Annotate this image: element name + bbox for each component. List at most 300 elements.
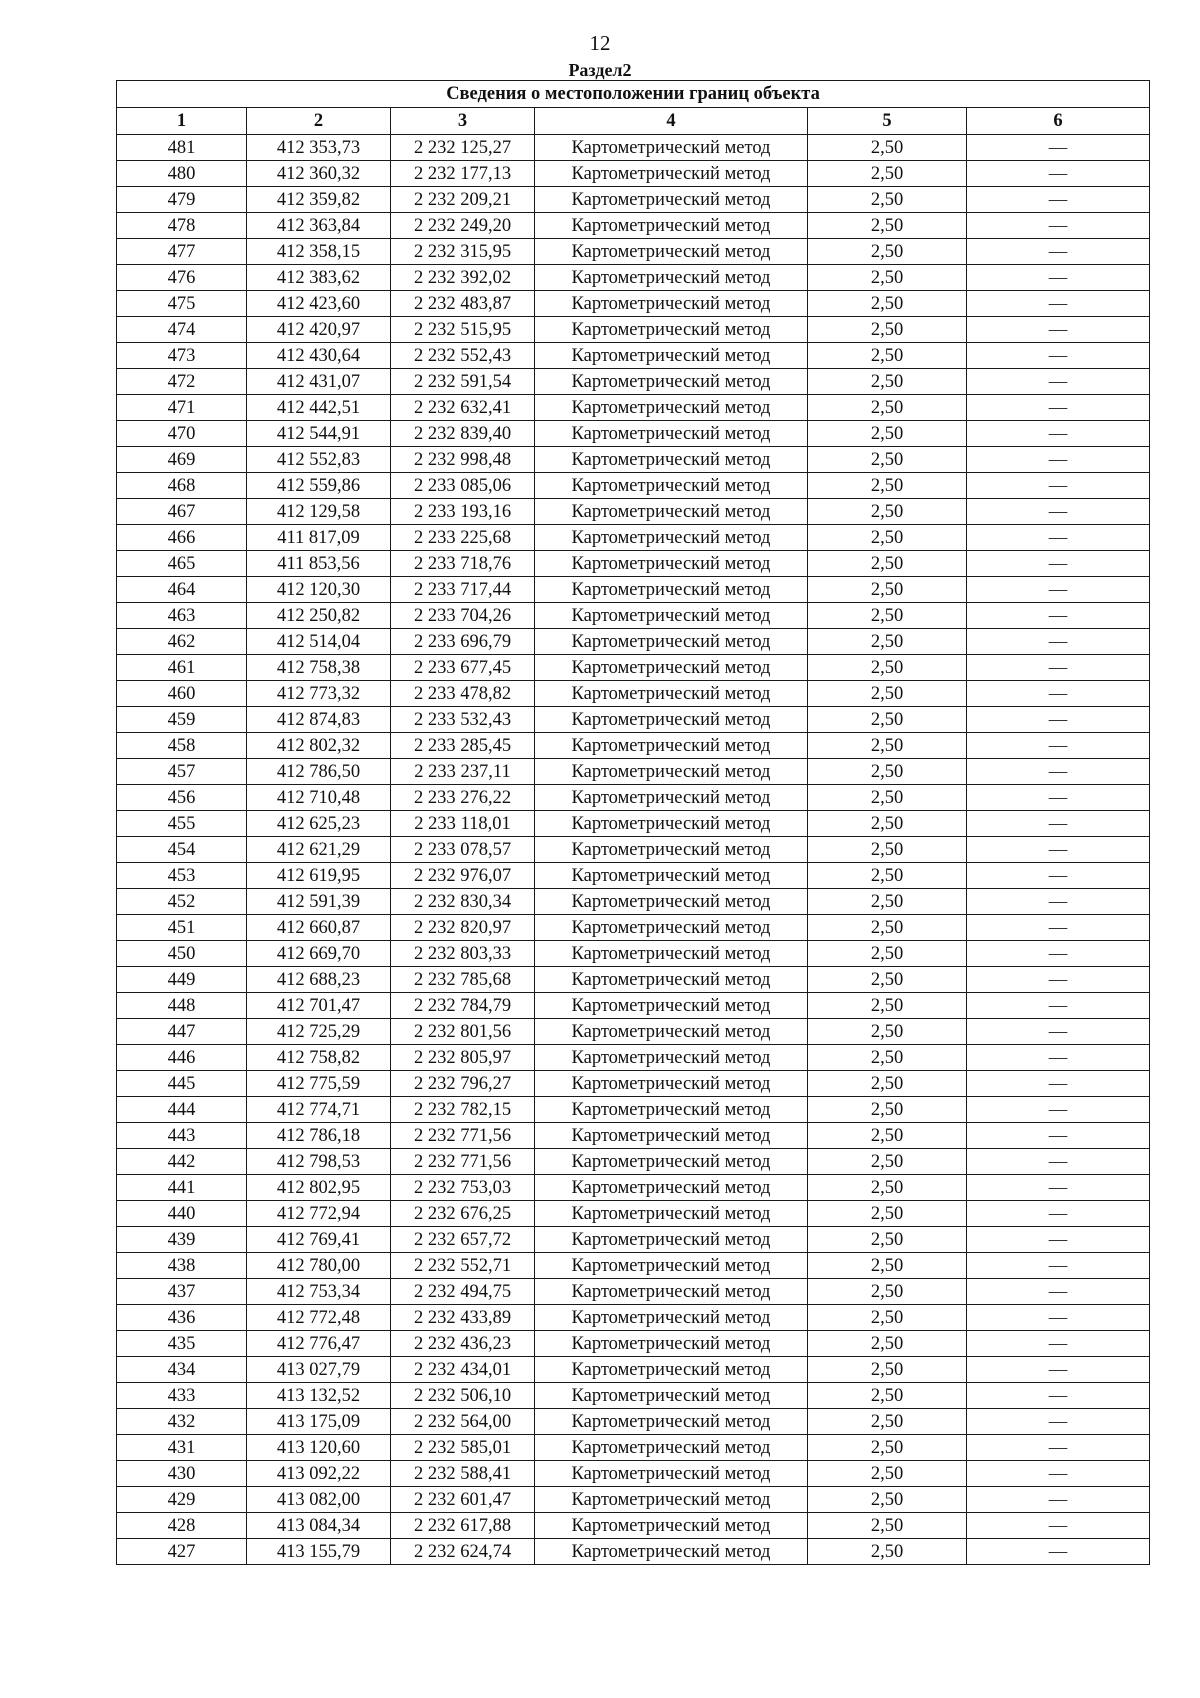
y-coordinate-cell: 2 232 209,21 xyxy=(391,187,535,213)
y-coordinate-cell: 2 233 078,57 xyxy=(391,837,535,863)
y-coordinate-cell: 2 232 177,13 xyxy=(391,161,535,187)
method-cell: Картометрический метод xyxy=(535,1123,808,1149)
x-coordinate-cell: 412 591,39 xyxy=(247,889,391,915)
point-number-cell: 462 xyxy=(117,629,247,655)
point-number-cell: 432 xyxy=(117,1409,247,1435)
method-cell: Картометрический метод xyxy=(535,1279,808,1305)
accuracy-cell: 2,50 xyxy=(808,1305,967,1331)
x-coordinate-cell: 412 758,38 xyxy=(247,655,391,681)
accuracy-cell: 2,50 xyxy=(808,1019,967,1045)
x-coordinate-cell: 412 383,62 xyxy=(247,265,391,291)
method-cell: Картометрический метод xyxy=(535,239,808,265)
method-cell: Картометрический метод xyxy=(535,213,808,239)
point-number-cell: 465 xyxy=(117,551,247,577)
y-coordinate-cell: 2 232 552,71 xyxy=(391,1253,535,1279)
point-number-cell: 481 xyxy=(117,135,247,161)
x-coordinate-cell: 412 772,48 xyxy=(247,1305,391,1331)
y-coordinate-cell: 2 233 696,79 xyxy=(391,629,535,655)
x-coordinate-cell: 412 625,23 xyxy=(247,811,391,837)
point-number-cell: 439 xyxy=(117,1227,247,1253)
accuracy-cell: 2,50 xyxy=(808,889,967,915)
method-cell: Картометрический метод xyxy=(535,811,808,837)
y-coordinate-cell: 2 232 624,74 xyxy=(391,1539,535,1565)
description-cell: — xyxy=(967,577,1150,603)
table-row xyxy=(117,395,1150,421)
point-number-cell: 461 xyxy=(117,655,247,681)
y-coordinate-cell: 2 232 617,88 xyxy=(391,1513,535,1539)
description-cell: — xyxy=(967,1097,1150,1123)
description-cell: — xyxy=(967,525,1150,551)
x-coordinate-cell: 413 132,52 xyxy=(247,1383,391,1409)
table-row xyxy=(117,1097,1150,1123)
description-cell: — xyxy=(967,161,1150,187)
point-number-cell: 458 xyxy=(117,733,247,759)
y-coordinate-cell: 2 232 494,75 xyxy=(391,1279,535,1305)
accuracy-cell: 2,50 xyxy=(808,1331,967,1357)
accuracy-cell: 2,50 xyxy=(808,1097,967,1123)
x-coordinate-cell: 413 082,00 xyxy=(247,1487,391,1513)
accuracy-cell: 2,50 xyxy=(808,629,967,655)
table-row xyxy=(117,291,1150,317)
description-cell: — xyxy=(967,655,1150,681)
description-cell: — xyxy=(967,1253,1150,1279)
x-coordinate-cell: 412 874,83 xyxy=(247,707,391,733)
description-cell: — xyxy=(967,1513,1150,1539)
method-cell: Картометрический метод xyxy=(535,629,808,655)
y-coordinate-cell: 2 232 676,25 xyxy=(391,1201,535,1227)
y-coordinate-cell: 2 232 506,10 xyxy=(391,1383,535,1409)
x-coordinate-cell: 411 817,09 xyxy=(247,525,391,551)
x-coordinate-cell: 412 552,83 xyxy=(247,447,391,473)
point-number-cell: 473 xyxy=(117,343,247,369)
method-cell: Картометрический метод xyxy=(535,1097,808,1123)
accuracy-cell: 2,50 xyxy=(808,577,967,603)
accuracy-cell: 2,50 xyxy=(808,811,967,837)
table-row xyxy=(117,941,1150,967)
description-cell: — xyxy=(967,915,1150,941)
method-cell: Картометрический метод xyxy=(535,421,808,447)
y-coordinate-cell: 2 232 433,89 xyxy=(391,1305,535,1331)
description-cell: — xyxy=(967,941,1150,967)
x-coordinate-cell: 412 798,53 xyxy=(247,1149,391,1175)
point-number-cell: 442 xyxy=(117,1149,247,1175)
method-cell: Картометрический метод xyxy=(535,265,808,291)
accuracy-cell: 2,50 xyxy=(808,967,967,993)
table-row xyxy=(117,1279,1150,1305)
description-cell: — xyxy=(967,551,1150,577)
table-row xyxy=(117,187,1150,213)
description-cell: — xyxy=(967,447,1150,473)
method-cell: Картометрический метод xyxy=(535,941,808,967)
table-row xyxy=(117,993,1150,1019)
description-cell: — xyxy=(967,1435,1150,1461)
x-coordinate-cell: 412 710,48 xyxy=(247,785,391,811)
point-number-cell: 446 xyxy=(117,1045,247,1071)
y-coordinate-cell: 2 232 588,41 xyxy=(391,1461,535,1487)
accuracy-cell: 2,50 xyxy=(808,759,967,785)
description-cell: — xyxy=(967,837,1150,863)
method-cell: Картометрический метод xyxy=(535,1409,808,1435)
accuracy-cell: 2,50 xyxy=(808,1123,967,1149)
method-cell: Картометрический метод xyxy=(535,395,808,421)
accuracy-cell: 2,50 xyxy=(808,1357,967,1383)
method-cell: Картометрический метод xyxy=(535,915,808,941)
x-coordinate-cell: 412 431,07 xyxy=(247,369,391,395)
description-cell: — xyxy=(967,1461,1150,1487)
method-cell: Картометрический метод xyxy=(535,525,808,551)
x-coordinate-cell: 412 353,73 xyxy=(247,135,391,161)
method-cell: Картометрический метод xyxy=(535,577,808,603)
x-coordinate-cell: 412 420,97 xyxy=(247,317,391,343)
accuracy-cell: 2,50 xyxy=(808,447,967,473)
y-coordinate-cell: 2 232 125,27 xyxy=(391,135,535,161)
point-number-cell: 476 xyxy=(117,265,247,291)
point-number-cell: 464 xyxy=(117,577,247,603)
y-coordinate-cell: 2 232 564,00 xyxy=(391,1409,535,1435)
accuracy-cell: 2,50 xyxy=(808,1279,967,1305)
point-number-cell: 478 xyxy=(117,213,247,239)
accuracy-cell: 2,50 xyxy=(808,1149,967,1175)
method-cell: Картометрический метод xyxy=(535,655,808,681)
accuracy-cell: 2,50 xyxy=(808,499,967,525)
method-cell: Картометрический метод xyxy=(535,1253,808,1279)
point-number-cell: 471 xyxy=(117,395,247,421)
method-cell: Картометрический метод xyxy=(535,1175,808,1201)
accuracy-cell: 2,50 xyxy=(808,733,967,759)
table-row xyxy=(117,447,1150,473)
x-coordinate-cell: 412 442,51 xyxy=(247,395,391,421)
x-coordinate-cell: 412 688,23 xyxy=(247,967,391,993)
description-cell: — xyxy=(967,967,1150,993)
y-coordinate-cell: 2 232 796,27 xyxy=(391,1071,535,1097)
method-cell: Картометрический метод xyxy=(535,1149,808,1175)
accuracy-cell: 2,50 xyxy=(808,473,967,499)
x-coordinate-cell: 413 175,09 xyxy=(247,1409,391,1435)
description-cell: — xyxy=(967,187,1150,213)
point-number-cell: 428 xyxy=(117,1513,247,1539)
description-cell: — xyxy=(967,473,1150,499)
description-cell: — xyxy=(967,1227,1150,1253)
column-header: 2 xyxy=(247,108,391,135)
table-row xyxy=(117,655,1150,681)
point-number-cell: 472 xyxy=(117,369,247,395)
accuracy-cell: 2,50 xyxy=(808,1409,967,1435)
table-row xyxy=(117,1123,1150,1149)
y-coordinate-cell: 2 232 784,79 xyxy=(391,993,535,1019)
description-cell: — xyxy=(967,889,1150,915)
accuracy-cell: 2,50 xyxy=(808,343,967,369)
table-row xyxy=(117,1175,1150,1201)
method-cell: Картометрический метод xyxy=(535,967,808,993)
method-cell: Картометрический метод xyxy=(535,551,808,577)
x-coordinate-cell: 411 853,56 xyxy=(247,551,391,577)
accuracy-cell: 2,50 xyxy=(808,1513,967,1539)
accuracy-cell: 2,50 xyxy=(808,421,967,447)
table-row xyxy=(117,1045,1150,1071)
description-cell: — xyxy=(967,1279,1150,1305)
y-coordinate-cell: 2 232 785,68 xyxy=(391,967,535,993)
point-number-cell: 445 xyxy=(117,1071,247,1097)
method-cell: Картометрический метод xyxy=(535,785,808,811)
description-cell: — xyxy=(967,785,1150,811)
accuracy-cell: 2,50 xyxy=(808,681,967,707)
point-number-cell: 479 xyxy=(117,187,247,213)
y-coordinate-cell: 2 233 285,45 xyxy=(391,733,535,759)
method-cell: Картометрический метод xyxy=(535,343,808,369)
point-number-cell: 427 xyxy=(117,1539,247,1565)
accuracy-cell: 2,50 xyxy=(808,1383,967,1409)
point-number-cell: 448 xyxy=(117,993,247,1019)
y-coordinate-cell: 2 233 225,68 xyxy=(391,525,535,551)
point-number-cell: 437 xyxy=(117,1279,247,1305)
description-cell: — xyxy=(967,369,1150,395)
x-coordinate-cell: 412 773,32 xyxy=(247,681,391,707)
table-row xyxy=(117,161,1150,187)
column-header: 5 xyxy=(808,108,967,135)
y-coordinate-cell: 2 232 998,48 xyxy=(391,447,535,473)
accuracy-cell: 2,50 xyxy=(808,1071,967,1097)
y-coordinate-cell: 2 233 237,11 xyxy=(391,759,535,785)
description-cell: — xyxy=(967,1149,1150,1175)
description-cell: — xyxy=(967,863,1150,889)
point-number-cell: 466 xyxy=(117,525,247,551)
x-coordinate-cell: 412 786,50 xyxy=(247,759,391,785)
x-coordinate-cell: 412 120,30 xyxy=(247,577,391,603)
x-coordinate-cell: 412 129,58 xyxy=(247,499,391,525)
method-cell: Картометрический метод xyxy=(535,1071,808,1097)
y-coordinate-cell: 2 232 591,54 xyxy=(391,369,535,395)
point-number-cell: 480 xyxy=(117,161,247,187)
method-cell: Картометрический метод xyxy=(535,1383,808,1409)
description-cell: — xyxy=(967,213,1150,239)
y-coordinate-cell: 2 233 085,06 xyxy=(391,473,535,499)
table-row xyxy=(117,1409,1150,1435)
description-cell: — xyxy=(967,239,1150,265)
x-coordinate-cell: 412 776,47 xyxy=(247,1331,391,1357)
x-coordinate-cell: 413 084,34 xyxy=(247,1513,391,1539)
table-row xyxy=(117,811,1150,837)
table-row xyxy=(117,499,1150,525)
method-cell: Картометрический метод xyxy=(535,863,808,889)
accuracy-cell: 2,50 xyxy=(808,863,967,889)
accuracy-cell: 2,50 xyxy=(808,915,967,941)
description-cell: — xyxy=(967,499,1150,525)
table-row xyxy=(117,1331,1150,1357)
method-cell: Картометрический метод xyxy=(535,681,808,707)
method-cell: Картометрический метод xyxy=(535,1201,808,1227)
table-row xyxy=(117,577,1150,603)
accuracy-cell: 2,50 xyxy=(808,395,967,421)
accuracy-cell: 2,50 xyxy=(808,525,967,551)
method-cell: Картометрический метод xyxy=(535,1357,808,1383)
point-number-cell: 460 xyxy=(117,681,247,707)
table-row xyxy=(117,421,1150,447)
table-row xyxy=(117,967,1150,993)
table-row xyxy=(117,603,1150,629)
y-coordinate-cell: 2 232 801,56 xyxy=(391,1019,535,1045)
description-cell: — xyxy=(967,291,1150,317)
description-cell: — xyxy=(967,421,1150,447)
y-coordinate-cell: 2 232 803,33 xyxy=(391,941,535,967)
y-coordinate-cell: 2 232 632,41 xyxy=(391,395,535,421)
accuracy-cell: 2,50 xyxy=(808,1435,967,1461)
point-number-cell: 444 xyxy=(117,1097,247,1123)
y-coordinate-cell: 2 233 704,26 xyxy=(391,603,535,629)
method-cell: Картометрический метод xyxy=(535,1461,808,1487)
point-number-cell: 477 xyxy=(117,239,247,265)
y-coordinate-cell: 2 233 717,44 xyxy=(391,577,535,603)
method-cell: Картометрический метод xyxy=(535,1435,808,1461)
description-cell: — xyxy=(967,759,1150,785)
y-coordinate-cell: 2 232 515,95 xyxy=(391,317,535,343)
method-cell: Картометрический метод xyxy=(535,135,808,161)
table-row xyxy=(117,135,1150,161)
table-row xyxy=(117,1435,1150,1461)
method-cell: Картометрический метод xyxy=(535,473,808,499)
table-row xyxy=(117,733,1150,759)
y-coordinate-cell: 2 232 249,20 xyxy=(391,213,535,239)
table-row xyxy=(117,1305,1150,1331)
x-coordinate-cell: 412 725,29 xyxy=(247,1019,391,1045)
accuracy-cell: 2,50 xyxy=(808,1539,967,1565)
y-coordinate-cell: 2 232 392,02 xyxy=(391,265,535,291)
accuracy-cell: 2,50 xyxy=(808,1227,967,1253)
accuracy-cell: 2,50 xyxy=(808,317,967,343)
method-cell: Картометрический метод xyxy=(535,889,808,915)
method-cell: Картометрический метод xyxy=(535,1019,808,1045)
x-coordinate-cell: 412 423,60 xyxy=(247,291,391,317)
method-cell: Картометрический метод xyxy=(535,993,808,1019)
table-row xyxy=(117,1383,1150,1409)
y-coordinate-cell: 2 232 315,95 xyxy=(391,239,535,265)
table-row xyxy=(117,1487,1150,1513)
point-number-cell: 453 xyxy=(117,863,247,889)
description-cell: — xyxy=(967,1539,1150,1565)
y-coordinate-cell: 2 232 657,72 xyxy=(391,1227,535,1253)
point-number-cell: 436 xyxy=(117,1305,247,1331)
y-coordinate-cell: 2 232 820,97 xyxy=(391,915,535,941)
method-cell: Картометрический метод xyxy=(535,1331,808,1357)
description-cell: — xyxy=(967,993,1150,1019)
description-cell: — xyxy=(967,1201,1150,1227)
column-header: 3 xyxy=(391,108,535,135)
point-number-cell: 459 xyxy=(117,707,247,733)
point-number-cell: 430 xyxy=(117,1461,247,1487)
y-coordinate-cell: 2 233 118,01 xyxy=(391,811,535,837)
y-coordinate-cell: 2 232 830,34 xyxy=(391,889,535,915)
point-number-cell: 429 xyxy=(117,1487,247,1513)
x-coordinate-cell: 413 092,22 xyxy=(247,1461,391,1487)
method-cell: Картометрический метод xyxy=(535,447,808,473)
description-cell: — xyxy=(967,317,1150,343)
x-coordinate-cell: 412 802,32 xyxy=(247,733,391,759)
column-header: 1 xyxy=(117,108,247,135)
description-cell: — xyxy=(967,1045,1150,1071)
y-coordinate-cell: 2 232 771,56 xyxy=(391,1123,535,1149)
point-number-cell: 451 xyxy=(117,915,247,941)
x-coordinate-cell: 413 120,60 xyxy=(247,1435,391,1461)
x-coordinate-cell: 412 363,84 xyxy=(247,213,391,239)
table-row xyxy=(117,759,1150,785)
table-row xyxy=(117,1019,1150,1045)
point-number-cell: 433 xyxy=(117,1383,247,1409)
column-header: 4 xyxy=(535,108,808,135)
table-row xyxy=(117,785,1150,811)
accuracy-cell: 2,50 xyxy=(808,239,967,265)
x-coordinate-cell: 413 155,79 xyxy=(247,1539,391,1565)
point-number-cell: 456 xyxy=(117,785,247,811)
y-coordinate-cell: 2 232 782,15 xyxy=(391,1097,535,1123)
method-cell: Картометрический метод xyxy=(535,499,808,525)
point-number-cell: 467 xyxy=(117,499,247,525)
point-number-cell: 443 xyxy=(117,1123,247,1149)
y-coordinate-cell: 2 233 276,22 xyxy=(391,785,535,811)
x-coordinate-cell: 412 802,95 xyxy=(247,1175,391,1201)
y-coordinate-cell: 2 232 434,01 xyxy=(391,1357,535,1383)
point-number-cell: 470 xyxy=(117,421,247,447)
x-coordinate-cell: 412 430,64 xyxy=(247,343,391,369)
point-number-cell: 449 xyxy=(117,967,247,993)
point-number-cell: 452 xyxy=(117,889,247,915)
method-cell: Картометрический метод xyxy=(535,291,808,317)
table-row xyxy=(117,863,1150,889)
table-row xyxy=(117,707,1150,733)
x-coordinate-cell: 412 621,29 xyxy=(247,837,391,863)
y-coordinate-cell: 2 233 718,76 xyxy=(391,551,535,577)
accuracy-cell: 2,50 xyxy=(808,1461,967,1487)
point-number-cell: 450 xyxy=(117,941,247,967)
x-coordinate-cell: 412 669,70 xyxy=(247,941,391,967)
method-cell: Картометрический метод xyxy=(535,603,808,629)
column-header: 6 xyxy=(967,108,1150,135)
table-row xyxy=(117,551,1150,577)
point-number-cell: 435 xyxy=(117,1331,247,1357)
table-row xyxy=(117,213,1150,239)
description-cell: — xyxy=(967,135,1150,161)
y-coordinate-cell: 2 232 753,03 xyxy=(391,1175,535,1201)
description-cell: — xyxy=(967,629,1150,655)
method-cell: Картометрический метод xyxy=(535,187,808,213)
method-cell: Картометрический метод xyxy=(535,1227,808,1253)
coordinates-table xyxy=(116,80,1150,1565)
y-coordinate-cell: 2 233 193,16 xyxy=(391,499,535,525)
table-row xyxy=(117,265,1150,291)
x-coordinate-cell: 412 780,00 xyxy=(247,1253,391,1279)
y-coordinate-cell: 2 232 585,01 xyxy=(391,1435,535,1461)
accuracy-cell: 2,50 xyxy=(808,1175,967,1201)
description-cell: — xyxy=(967,343,1150,369)
y-coordinate-cell: 2 232 601,47 xyxy=(391,1487,535,1513)
table-row xyxy=(117,837,1150,863)
accuracy-cell: 2,50 xyxy=(808,655,967,681)
table-row xyxy=(117,1461,1150,1487)
x-coordinate-cell: 412 758,82 xyxy=(247,1045,391,1071)
table-row xyxy=(117,525,1150,551)
accuracy-cell: 2,50 xyxy=(808,213,967,239)
description-cell: — xyxy=(967,1175,1150,1201)
y-coordinate-cell: 2 232 839,40 xyxy=(391,421,535,447)
description-cell: — xyxy=(967,1409,1150,1435)
y-coordinate-cell: 2 233 478,82 xyxy=(391,681,535,707)
table-row xyxy=(117,369,1150,395)
accuracy-cell: 2,50 xyxy=(808,135,967,161)
y-coordinate-cell: 2 233 677,45 xyxy=(391,655,535,681)
description-cell: — xyxy=(967,1123,1150,1149)
table-row xyxy=(117,1149,1150,1175)
y-coordinate-cell: 2 232 552,43 xyxy=(391,343,535,369)
table-row xyxy=(117,915,1150,941)
table-row xyxy=(117,239,1150,265)
